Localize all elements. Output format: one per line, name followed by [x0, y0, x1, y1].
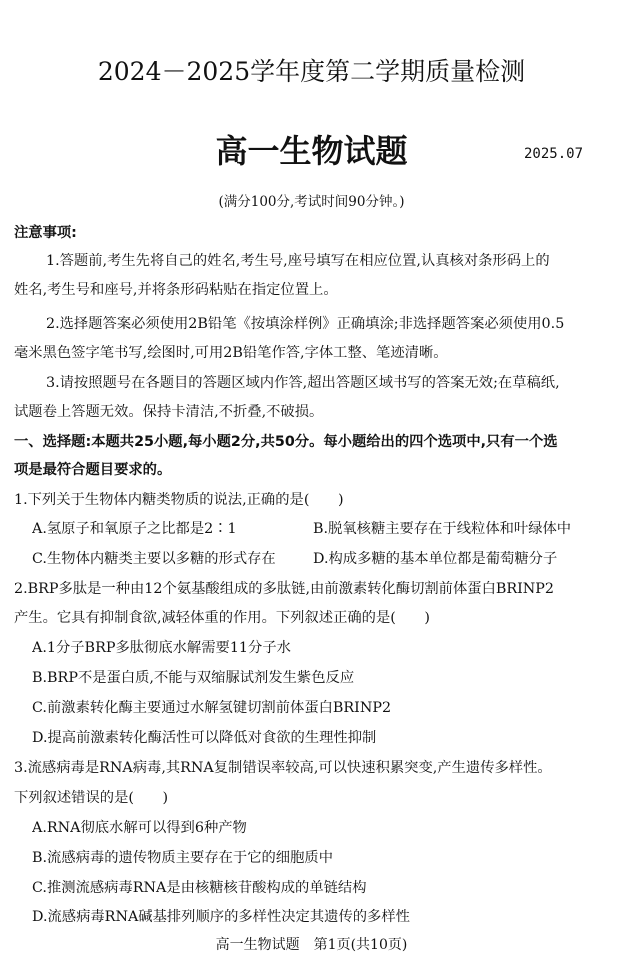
- question-3-option-c: C.推测流感病毒RNA是由核糖核苷酸构成的单链结构: [32, 880, 367, 896]
- notice-item-3-line-1: 3.请按照题号在各题目的答题区域内作答,超出答题区域书写的答案无效;在草稿纸,: [46, 375, 560, 391]
- exam-title: 2024－2025学年度第二学期质量检测: [97, 57, 526, 86]
- question-1-option-b: B.脱氧核糖主要存在于线粒体和叶绿体中: [313, 521, 572, 537]
- notice-item-3-line-2: 试题卷上答题无效。保持卡清洁,不折叠,不破损。: [14, 404, 324, 420]
- question-2-stem-line-1: 2.BRP多肽是一种由12个氨基酸组成的多肽链,由前激素转化酶切割前体蛋白BRINP2: [14, 581, 555, 597]
- question-2-option-b: B.BRP不是蛋白质,不能与双缩脲试剂发生紫色反应: [32, 670, 355, 686]
- notice-item-1-line-2: 姓名,考生号和座号,并将条形码粘贴在指定位置上。: [14, 282, 338, 298]
- question-3-option-a: A.RNA彻底水解可以得到6种产物: [32, 820, 247, 836]
- question-3-stem-line-2: 下列叙述错误的是( ): [14, 790, 169, 806]
- notice-item-2-line-1: 2.选择题答案必须使用2B铅笔《按填涂样例》正确填涂;非选择题答案必须使用0.5: [46, 316, 565, 332]
- score-note: (满分100分,考试时间90分钟。): [218, 194, 405, 210]
- question-2-stem-line-2: 产生。它具有抑制食欲,减轻体重的作用。下列叙述正确的是( ): [14, 610, 431, 626]
- section-1-heading-line-1: 一、选择题:本题共25小题,每小题2分,共50分。每小题给出的四个选项中,只有一个选: [14, 434, 558, 450]
- subject-title: 高一生物试题: [215, 132, 408, 170]
- question-3-stem-line-1: 3.流感病毒是RNA病毒,其RNA复制错误率较高,可以快速积累突变,产生遗传多样性。: [14, 760, 552, 776]
- question-1-option-a: A.氢原子和氧原子之比都是2∶1: [32, 521, 237, 537]
- question-2-option-a: A.1分子BRP多肽彻底水解需要11分子水: [32, 640, 291, 656]
- question-3-option-b: B.流感病毒的遗传物质主要存在于它的细胞质中: [32, 850, 333, 866]
- notice-item-2-line-2: 毫米黑色签字笔书写,绘图时,可用2B铅笔作答,字体工整、笔迹清晰。: [14, 345, 448, 361]
- question-2-option-d: D.提高前激素转化酶活性可以降低对食欲的生理性抑制: [32, 730, 377, 746]
- question-3-option-d: D.流感病毒RNA碱基排列顺序的多样性决定其遗传的多样性: [32, 909, 410, 925]
- notice-heading: 注意事项:: [14, 225, 77, 241]
- question-1-stem: 1.下列关于生物体内糖类物质的说法,正确的是( ): [14, 492, 344, 508]
- page-footer: 高一生物试题 第1页(共10页): [215, 937, 408, 953]
- question-2-option-c: C.前激素转化酶主要通过水解氢键切割前体蛋白BRINP2: [32, 700, 392, 716]
- question-1-option-c: C.生物体内糖类主要以多糖的形式存在: [32, 551, 276, 567]
- notice-item-1-line-1: 1.答题前,考生先将自己的姓名,考生号,座号填写在相应位置,认真核对条形码上的: [46, 253, 550, 269]
- section-1-heading-line-2: 项是最符合题目要求的。: [14, 462, 172, 478]
- exam-date: 2025.07: [524, 146, 584, 162]
- question-1-option-d: D.构成多糖的基本单位都是葡萄糖分子: [313, 551, 558, 567]
